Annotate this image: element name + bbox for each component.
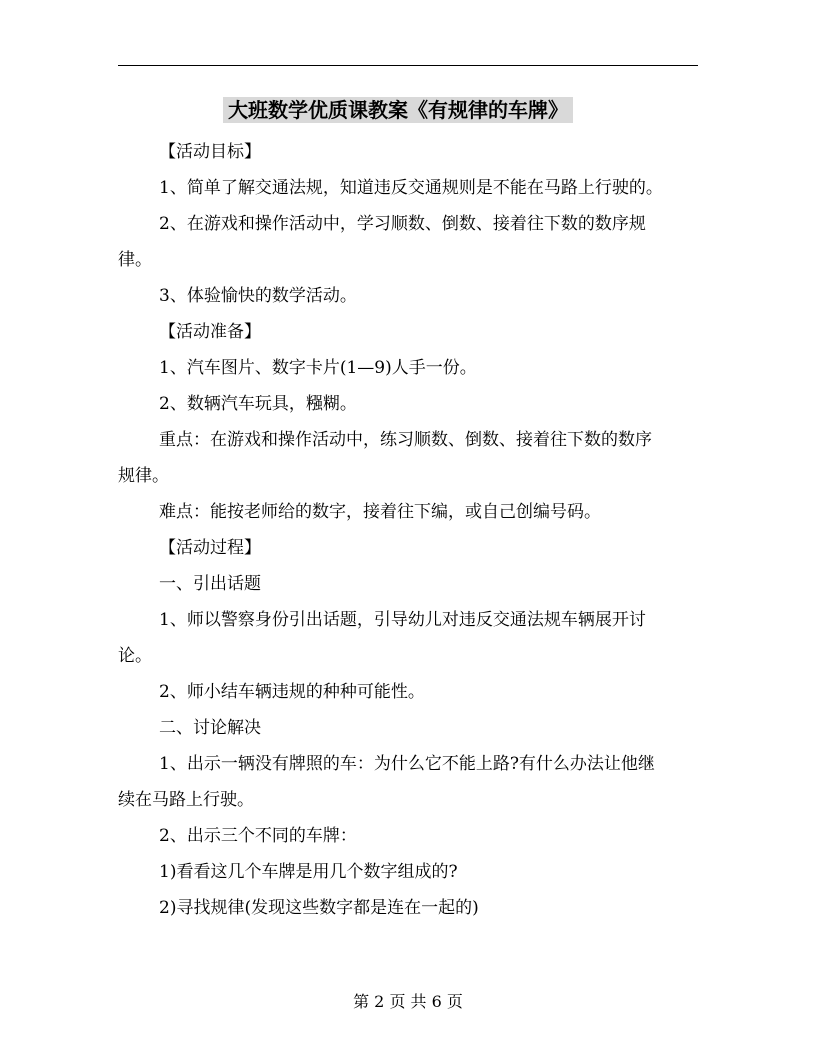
paragraph-line: 论。	[118, 646, 152, 666]
paragraph-line: 难点：能按老师给的数字，接着往下编，或自己创编号码。	[159, 502, 601, 522]
paragraph-line: 1)看看这几个车牌是用几个数字组成的?	[159, 862, 458, 882]
page-footer: 第 2 页 共 6 页	[353, 992, 463, 1011]
paragraph-line: 2、数辆汽车玩具，糨糊。	[159, 394, 357, 414]
paragraph-line: 二、讨论解决	[159, 718, 261, 738]
paragraph-line: 一、引出话题	[159, 574, 261, 594]
document-title: 大班数学优质课教案《有规律的车牌》	[223, 97, 573, 123]
paragraph-line: 3、体验愉快的数学活动。	[159, 286, 357, 306]
header-rule	[118, 65, 698, 66]
section-heading-preparation: 【活动准备】	[159, 322, 261, 342]
paragraph-line: 2)寻找规律(发现这些数字都是连在一起的)	[159, 898, 479, 918]
paragraph-line: 2、出示三个不同的车牌：	[159, 826, 357, 846]
paragraph-line: 2、师小结车辆违规的种种可能性。	[159, 682, 425, 702]
paragraph-line: 2、在游戏和操作活动中，学习顺数、倒数、接着往下数的数序规	[159, 214, 646, 234]
section-heading-goals: 【活动目标】	[159, 142, 261, 162]
paragraph-line: 规律。	[118, 466, 169, 486]
section-heading-process: 【活动过程】	[159, 538, 261, 558]
paragraph-line: 重点：在游戏和操作活动中，练习顺数、倒数、接着往下数的数序	[159, 430, 652, 450]
paragraph-line: 续在马路上行驶。	[118, 790, 254, 810]
paragraph-line: 律。	[118, 250, 152, 270]
paragraph-line: 1、出示一辆没有牌照的车：为什么它不能上路?有什么办法让他继	[159, 754, 655, 774]
paragraph-line: 1、师以警察身份引出话题，引导幼儿对违反交通法规车辆展开讨	[159, 610, 646, 630]
paragraph-line: 1、简单了解交通法规，知道违反交通规则是不能在马路上行驶的。	[159, 178, 663, 198]
paragraph-line: 1、汽车图片、数字卡片(1—9)人手一份。	[159, 358, 477, 378]
